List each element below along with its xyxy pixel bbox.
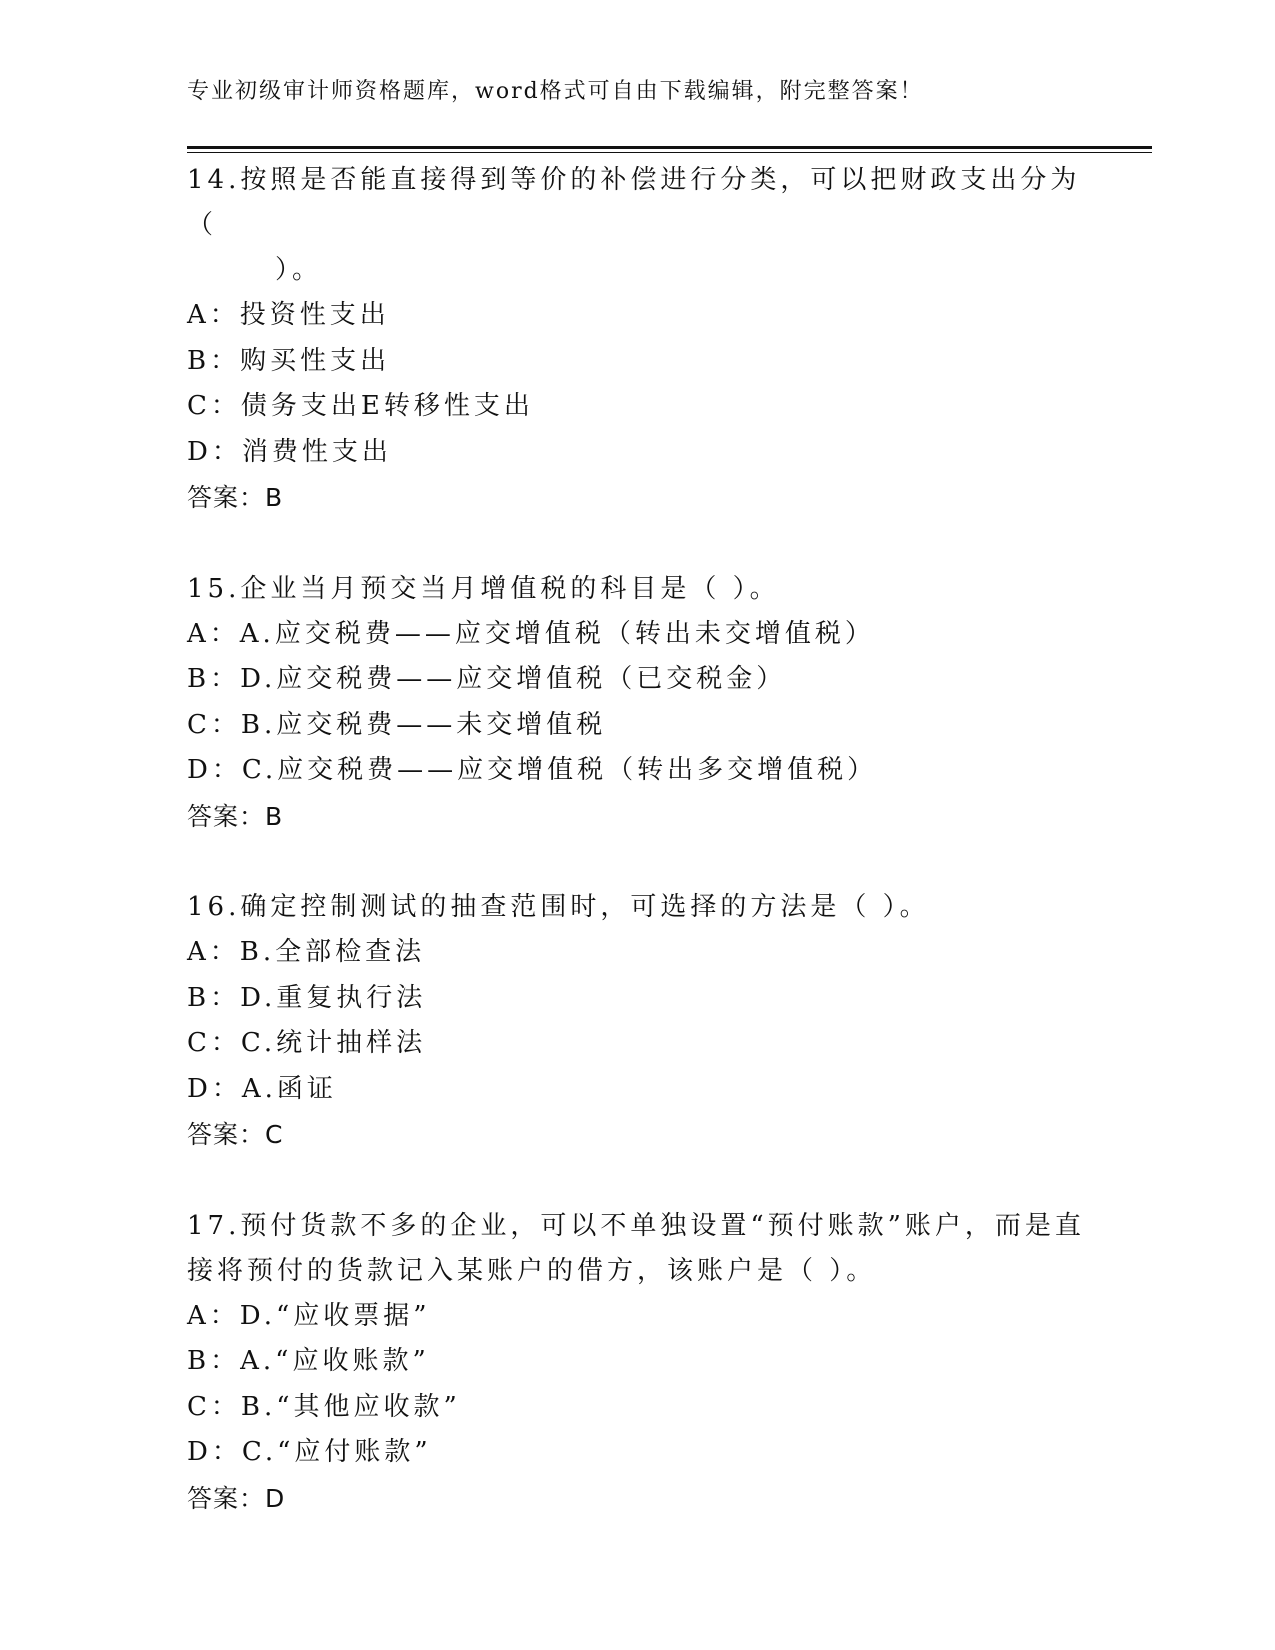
question-stem: 16.确定控制测试的抽查范围时，可选择的方法是（ ）。 [187,892,930,922]
option-a: A：A.应交税费——应交增值税（转出未交增值税） [187,618,875,649]
question-stem: 15.企业当月预交当月增值税的科目是（ ）。 [187,573,780,604]
option-b: B：购买性支出 [187,345,391,376]
question-stem: 14.按照是否能直接得到等价的补偿进行分类，可以把财政支出分为（ [187,165,1081,240]
question-17 [187,1204,1092,1522]
option-b: B：D.应交税费——应交增值税（已交税金） [187,664,787,694]
option-a: A：B.全部检查法 [187,937,426,967]
option-c: C：B.应交税费——未交增值税 [187,709,607,740]
answer: 答案：B [187,801,284,831]
option-d: D：消费性支出 [187,436,392,467]
option-c: C：债务支出E转移性支出 [187,391,534,421]
header-divider-thin [187,152,1152,153]
question-14 [187,158,1092,521]
question-list [187,158,1092,1521]
option-c: C：B.“其他应收款” [187,1391,461,1422]
option-d: D：C.应交税费——应交增值税（转出多交增值税） [187,755,878,785]
option-b: B：D.重复执行法 [187,982,427,1013]
option-a: A：D.“应收票据” [187,1300,431,1331]
option-d: D：C.“应付账款” [187,1437,432,1467]
answer: 答案：D [187,1483,286,1513]
question-15 [187,567,1092,840]
option-b: B：A.“应收账款” [187,1346,430,1376]
question-16 [187,885,1092,1158]
option-c: C：C.统计抽样法 [187,1028,427,1058]
header-divider-thick [187,146,1152,149]
question-stem: 17.预付货款不多的企业，可以不单独设置“预付账款”账户，而是直接将预付的货款记入某账户的借方，该账户是（ ）。 [187,1210,1085,1286]
answer: 答案：B [187,483,284,512]
option-a: A：投资性支出 [187,300,390,330]
question-stem-continuation: ）。 [275,255,323,285]
answer: 答案：C [187,1120,284,1149]
page-header: 专业初级审计师资格题库，word格式可自由下载编辑，附完整答案！ [187,79,924,104]
option-d: D：A.函证 [187,1073,337,1104]
